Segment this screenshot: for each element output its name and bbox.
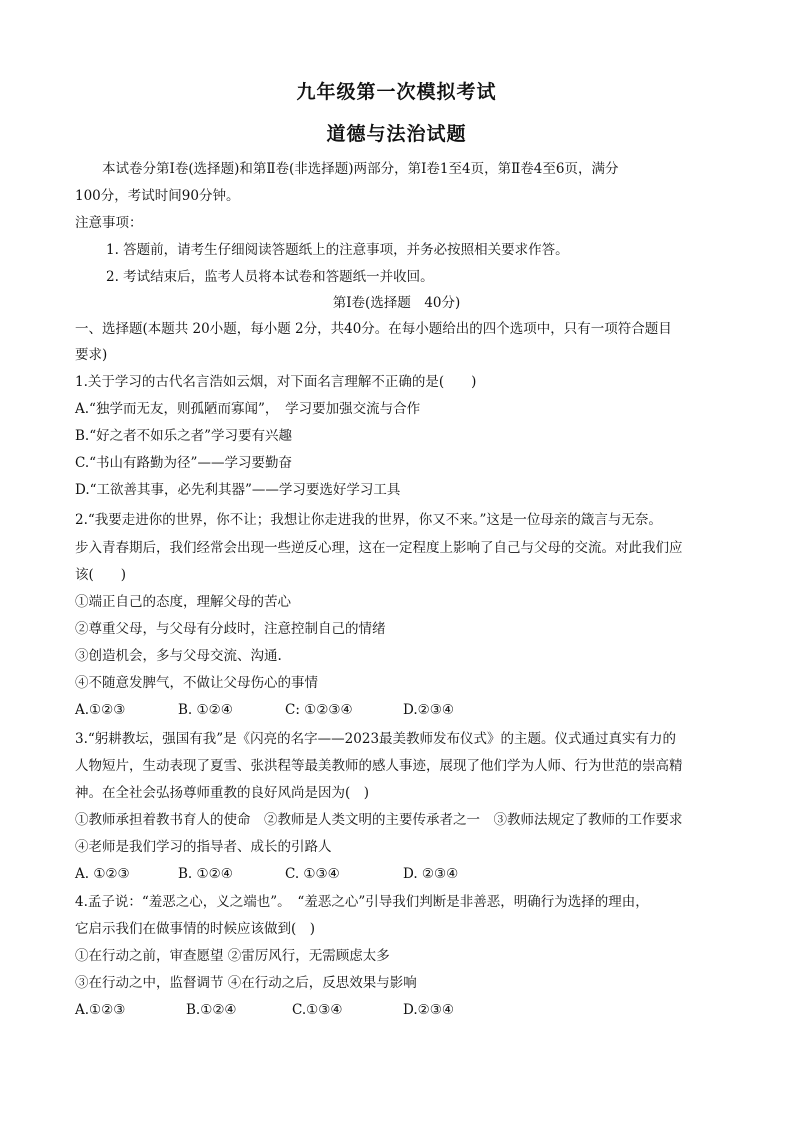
q2-choice-b: B. ①②④ — [178, 702, 233, 718]
q4-stem-1: 4.孟子说：“羞恶之心，义之端也”。 “羞恶之心”引导我们判断是非善恶，明确行为选择的理由， — [75, 894, 649, 910]
q2-statement-4: ④不随意发脾气，不做让父母伤心的事情 — [75, 675, 318, 691]
q1-option-d: D.“工欲善其事，必先利其器”——学习要选好学习工具 — [75, 482, 401, 498]
q2-statement-3: ③创造机会，多与父母交流、沟通. — [75, 648, 282, 664]
q3-choice-c: C. ①③④ — [285, 866, 340, 882]
exam-title: 九年级第一次模拟考试 — [296, 81, 497, 103]
q1-stem: 1.关于学习的古代名言浩如云烟，对下面名言理解不正确的是( ) — [75, 374, 477, 390]
q3-choice-b: B. ①②④ — [178, 866, 233, 882]
note-2: 2. 考试结束后，监考人员将本试卷和答题纸一并收回。 — [106, 269, 434, 285]
q2-choice-c: C: ①②③④ — [285, 702, 353, 718]
q2-statement-1: ①端正自己的态度，理解父母的苦心 — [75, 594, 291, 610]
q3-statement-2: ④老师是我们学习的指导者、成长的引路人 — [75, 839, 332, 855]
q1-option-c: C.“书山有路勤为径”——学习要勤奋 — [75, 455, 292, 471]
section-instructions-2: 要求) — [75, 347, 108, 363]
q4-statement-1: ①在行动之前，审查愿望 ②雷厉风行，无需顾虑太多 — [75, 948, 390, 964]
q3-choice-d: D. ②③④ — [403, 866, 459, 882]
q1-option-b: B.“好之者不如乐之者”学习要有兴趣 — [75, 428, 293, 444]
q1-option-a: A.“独学而无友，则孤陋而寡闻”， 学习要加强交流与合作 — [75, 401, 421, 417]
q3-choice-a: A. ①②③ — [75, 866, 130, 882]
q2-choice-d: D.②③④ — [403, 702, 454, 718]
q4-choice-a: A.①②③ — [75, 1002, 126, 1018]
intro-line-2: 100分，考试时间90分钟。 — [75, 188, 240, 204]
notes-label: 注意事项： — [75, 215, 143, 231]
q2-statement-2: ②尊重父母，与父母有分歧时，注意控制自己的情绪 — [75, 621, 386, 637]
q2-stem-2: 步入青春期后，我们经常会出现一些逆反心理，这在一定程度上影响了自己与父母的交流。对此我们应 — [75, 540, 683, 556]
q3-stem-1: 3.“躬耕教坛，强国有我”是《闪亮的名字——2023最美教师发布仪式》的主题。仪式通过真实有力的 — [75, 731, 677, 747]
q2-stem-1: 2.“我要走进你的世界，你不让；我想让你走进我的世界，你又不来。”这是一位母亲的箴言与无奈。 — [75, 512, 662, 528]
q3-statement-1: ①教师承担着教书育人的使命 ②教师是人类文明的主要传承者之一 ③教师法规定了教师的工作要求 — [75, 812, 683, 828]
note-1: 1. 答题前，请考生仔细阅读答题纸上的注意事项，并务必按照相关要求作答。 — [106, 242, 569, 258]
q4-choice-b: B.①②④ — [186, 1002, 237, 1018]
q2-stem-3: 该( ) — [75, 567, 127, 583]
q4-choice-c: C.①③④ — [292, 1002, 343, 1018]
q2-choice-a: A.①②③ — [75, 702, 126, 718]
q4-stem-2: 它启示我们在做事情的时候应该做到( ) — [75, 921, 316, 937]
exam-subtitle: 道德与法治试题 — [326, 123, 467, 145]
q4-statement-2: ③在行动之中，监督调节 ④在行动之后，反思效果与影响 — [75, 975, 417, 991]
intro-line-1: 本试卷分第Ⅰ卷(选择题)和第Ⅱ卷(非选择题)两部分，第Ⅰ卷1至4页，第Ⅱ卷4至6页，满分 — [102, 161, 619, 177]
section-instructions-1: 一、选择题(本题共 20小题，每小题 2分，共40分。在每小题给出的四个选项中，只有一项符合题目 — [75, 321, 672, 337]
q3-stem-3: 神。在全社会弘扬尊师重教的良好风尚是因为( ) — [75, 785, 370, 801]
q4-choice-d: D.②③④ — [403, 1002, 454, 1018]
q3-stem-2: 人物短片，生动表现了夏雪、张洪程等最美教师的感人事迹，展现了他们学为人师、行为世范的崇高精 — [75, 758, 683, 774]
part1-heading: 第Ⅰ卷(选择题 40分) — [332, 295, 461, 311]
